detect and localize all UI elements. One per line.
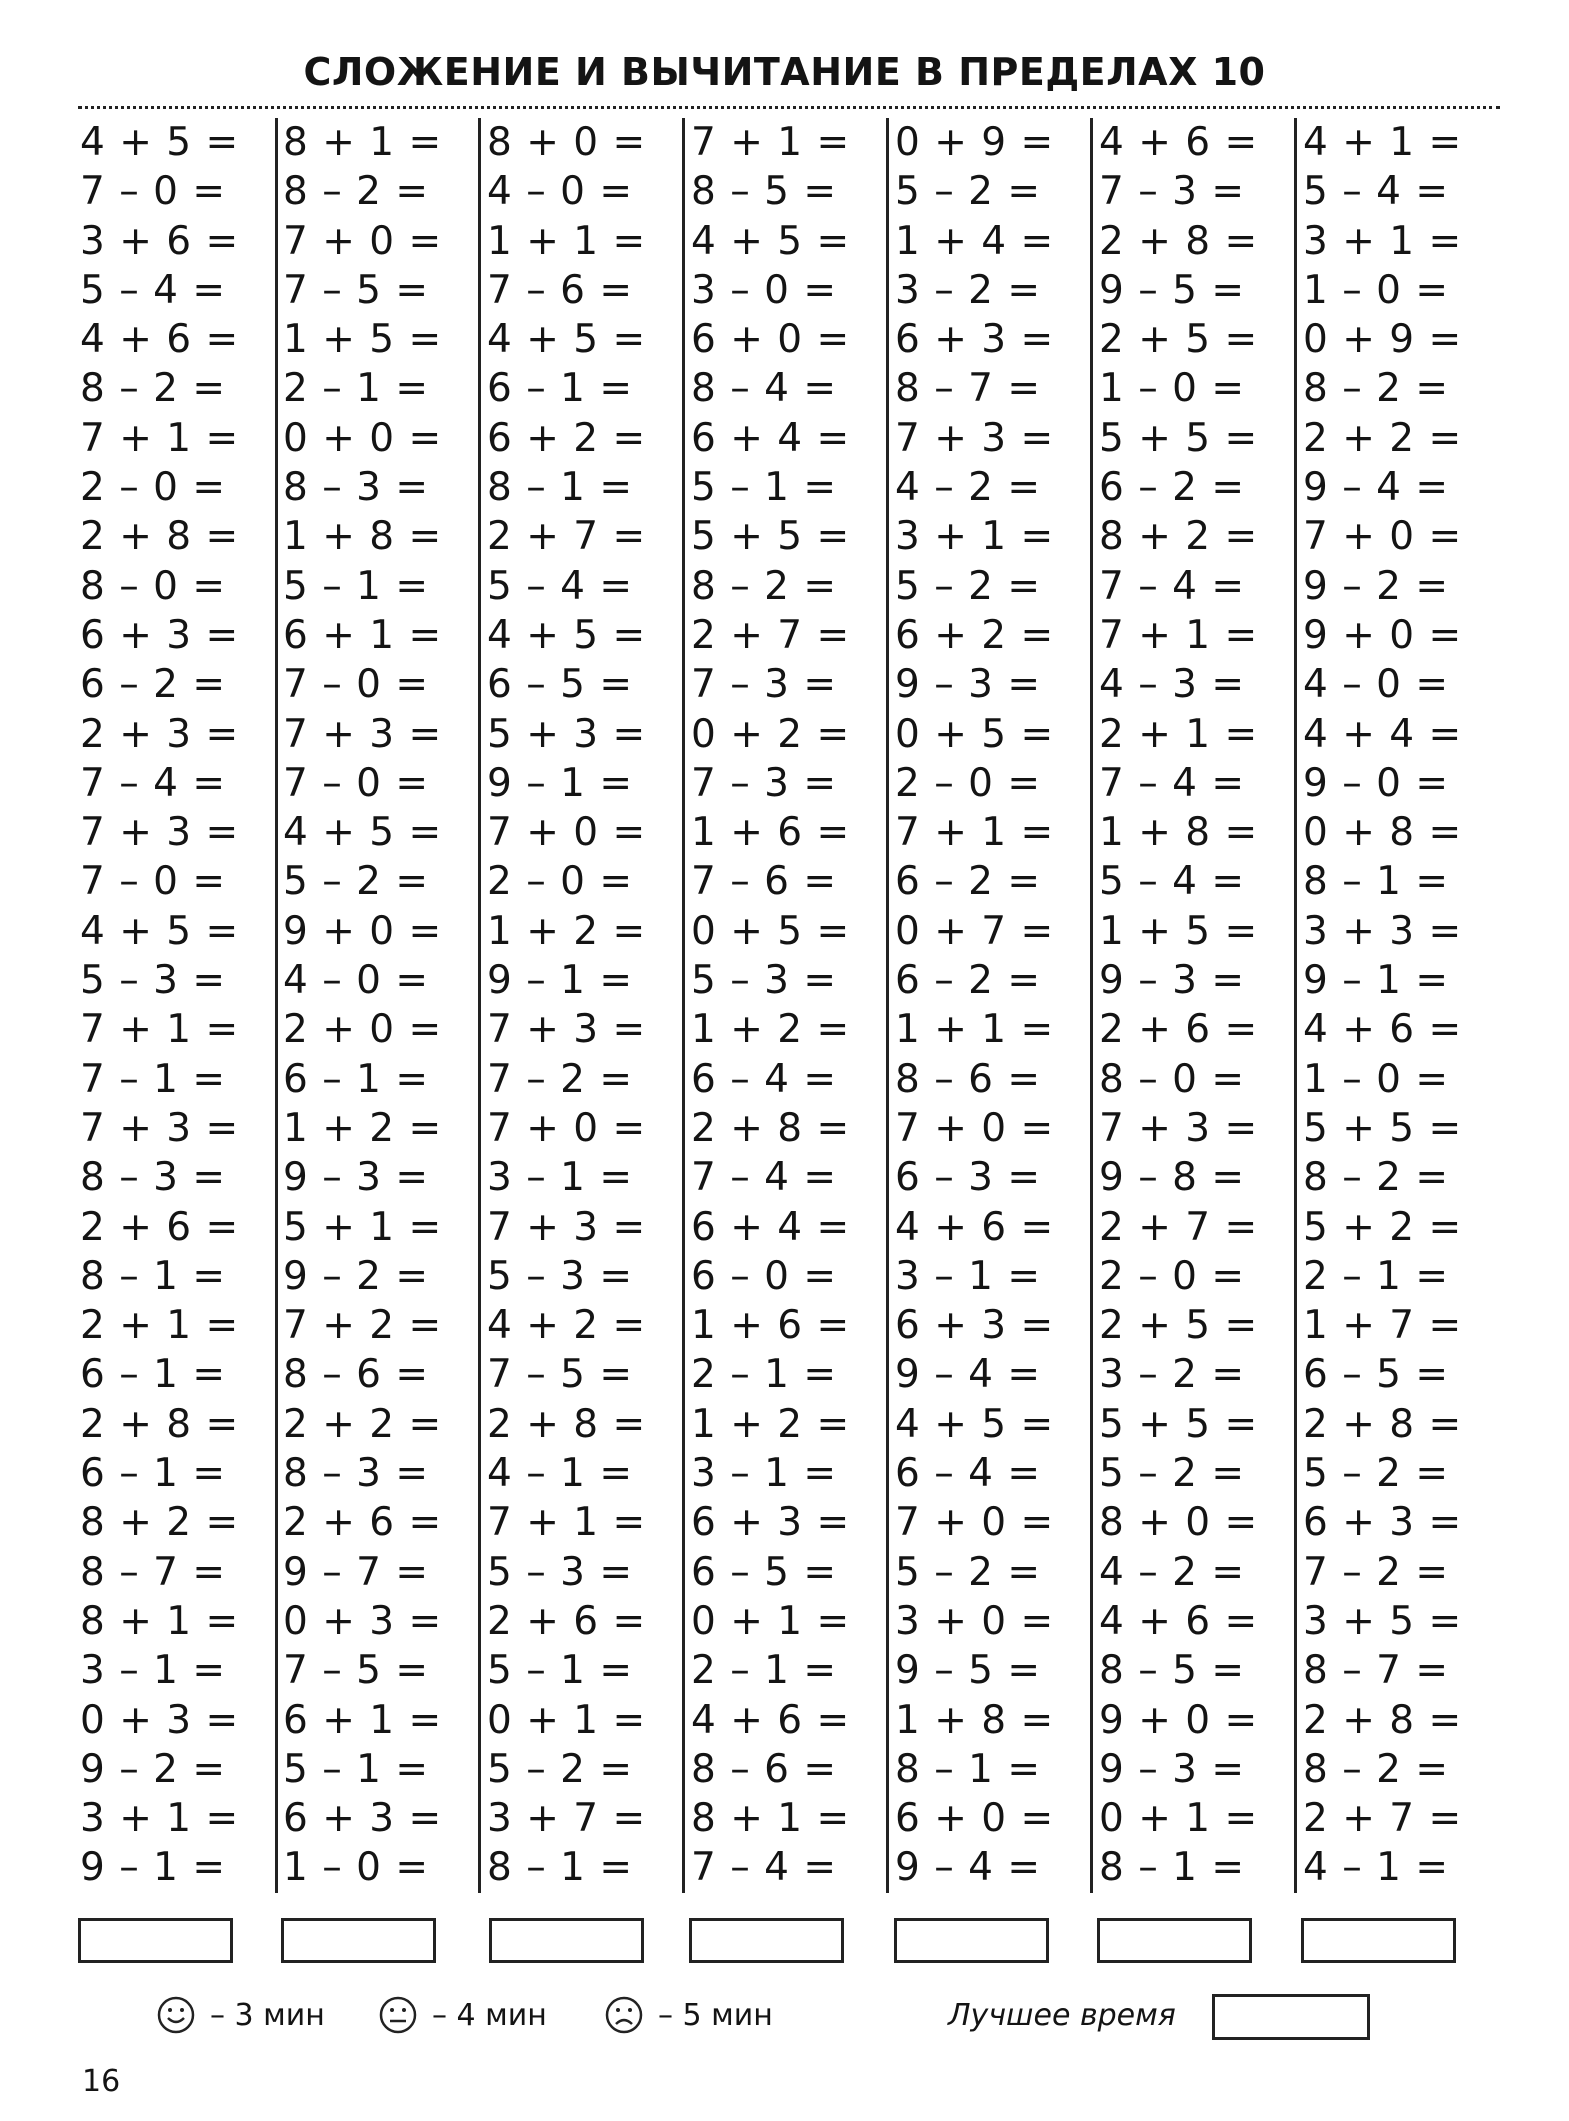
exercise-item: 9 – 3 = (1099, 958, 1245, 1004)
exercise-item: 9 – 3 = (283, 1155, 429, 1201)
exercise-column-7 (1293, 118, 1498, 1893)
exercise-item: 4 – 0 = (1303, 662, 1449, 708)
exercise-item: 4 + 2 = (487, 1303, 647, 1349)
exercise-item: 6 + 1 = (283, 1697, 443, 1743)
exercise-item: 2 – 1 = (691, 1648, 837, 1694)
exercise-item: 6 – 3 = (895, 1155, 1041, 1201)
exercise-item: 6 + 3 = (895, 317, 1055, 363)
exercise-item: 2 + 8 = (691, 1105, 851, 1151)
exercise-item: 1 + 2 = (691, 1401, 851, 1447)
exercise-item: 4 + 1 = (1303, 120, 1463, 165)
exercise-item: 7 – 5 = (283, 1648, 429, 1694)
legend-item-neutral (378, 1990, 547, 2040)
exercise-item: 2 + 7 = (1303, 1796, 1463, 1842)
exercise-item: 3 + 3 = (1303, 908, 1463, 954)
exercise-item: 7 – 0 = (80, 169, 226, 215)
exercise-item: 3 – 0 = (691, 267, 837, 313)
exercise-item: 8 – 4 = (691, 366, 837, 412)
exercise-item: 7 – 3 = (691, 662, 837, 708)
exercise-item: 6 + 2 = (487, 415, 647, 461)
smiley-sad-icon (604, 1995, 644, 2035)
exercise-item: 4 + 6 = (1303, 1007, 1463, 1053)
exercise-item: 6 + 3 = (691, 1500, 851, 1546)
exercise-item: 0 + 7 = (895, 908, 1055, 954)
exercise-item: 4 + 6 = (1099, 120, 1259, 165)
exercise-item: 7 + 3 = (895, 415, 1055, 461)
answer-time-box-6[interactable] (1097, 1918, 1252, 1963)
exercise-item: 2 + 8 = (1099, 218, 1259, 264)
exercise-item: 7 + 1 = (895, 810, 1055, 856)
exercise-item: 8 – 0 = (1099, 1056, 1245, 1102)
exercise-item: 8 + 0 = (487, 120, 647, 165)
legend-text: – 5 мин (658, 1997, 773, 2033)
exercise-item: 9 – 0 = (1303, 760, 1449, 806)
exercise-item: 1 + 6 = (691, 1303, 851, 1349)
exercise-item: 9 + 0 = (283, 908, 443, 954)
exercise-item: 5 – 3 = (691, 958, 837, 1004)
exercise-item: 1 + 8 = (283, 514, 443, 560)
exercise-item: 7 – 1 = (80, 1056, 226, 1102)
exercise-item: 5 – 4 = (1303, 169, 1449, 215)
best-time-box[interactable] (1212, 1994, 1370, 2040)
exercise-item: 1 + 8 = (1099, 810, 1259, 856)
exercise-item: 5 – 1 = (487, 1648, 633, 1694)
exercise-item: 6 + 3 = (895, 1303, 1055, 1349)
exercise-item: 8 + 2 = (1099, 514, 1259, 560)
exercise-item: 6 + 3 = (283, 1796, 443, 1842)
exercise-item: 7 – 2 = (487, 1056, 633, 1102)
answer-time-box-4[interactable] (689, 1918, 844, 1963)
exercise-item: 7 – 2 = (1303, 1549, 1449, 1595)
page-number: 16 (82, 2064, 121, 2099)
exercise-item: 6 – 1 = (283, 1056, 429, 1102)
exercise-item: 3 – 2 = (895, 267, 1041, 313)
dotted-divider (78, 106, 1500, 109)
exercise-item: 7 – 5 = (487, 1352, 633, 1398)
exercise-item: 7 + 3 = (487, 1204, 647, 1250)
exercise-item: 1 + 2 = (691, 1007, 851, 1053)
exercise-item: 6 + 0 = (895, 1796, 1055, 1842)
exercise-item: 6 – 2 = (895, 859, 1041, 905)
exercise-item: 5 – 4 = (1099, 859, 1245, 905)
exercise-item: 8 + 1 = (80, 1598, 240, 1644)
exercise-item: 7 + 1 = (80, 415, 240, 461)
exercise-item: 5 – 2 = (895, 563, 1041, 609)
exercise-item: 8 – 3 = (283, 465, 429, 511)
exercise-item: 3 – 1 = (691, 1451, 837, 1497)
exercise-item: 5 – 3 = (80, 958, 226, 1004)
exercise-item: 4 + 4 = (1303, 711, 1463, 757)
exercise-item: 7 – 6 = (487, 267, 633, 313)
exercise-item: 7 + 0 = (283, 218, 443, 264)
exercise-item: 7 – 5 = (283, 267, 429, 313)
exercise-item: 1 – 0 = (1099, 366, 1245, 412)
exercise-item: 8 – 6 = (283, 1352, 429, 1398)
exercise-item: 4 + 5 = (487, 317, 647, 363)
exercise-item: 2 + 5 = (1099, 317, 1259, 363)
exercise-item: 1 + 8 = (895, 1697, 1055, 1743)
exercise-item: 0 + 9 = (895, 120, 1055, 165)
exercise-item: 4 + 5 = (691, 218, 851, 264)
exercise-item: 8 – 1 = (1099, 1845, 1245, 1891)
exercise-item: 7 – 0 = (80, 859, 226, 905)
exercise-item: 2 + 8 = (80, 1401, 240, 1447)
exercise-item: 6 + 4 = (691, 1204, 851, 1250)
exercise-item: 9 – 8 = (1099, 1155, 1245, 1201)
legend-text: – 3 мин (210, 1997, 325, 2033)
exercise-item: 7 + 0 = (895, 1105, 1055, 1151)
exercise-item: 9 + 0 = (1099, 1697, 1259, 1743)
exercise-item: 4 + 6 = (80, 317, 240, 363)
exercise-item: 2 + 6 = (80, 1204, 240, 1250)
exercise-item: 1 + 5 = (1099, 908, 1259, 954)
exercise-item: 8 – 5 = (1099, 1648, 1245, 1694)
exercise-item: 6 + 3 = (1303, 1500, 1463, 1546)
exercise-item: 8 – 5 = (691, 169, 837, 215)
exercise-item: 7 + 0 = (895, 1500, 1055, 1546)
exercise-item: 4 – 0 = (283, 958, 429, 1004)
exercise-item: 5 – 2 = (895, 1549, 1041, 1595)
exercise-item: 9 – 5 = (1099, 267, 1245, 313)
exercise-item: 6 – 1 = (80, 1352, 226, 1398)
exercise-item: 6 – 2 = (1099, 465, 1245, 511)
exercise-item: 1 + 1 = (487, 218, 647, 264)
exercise-item: 9 – 4 = (895, 1352, 1041, 1398)
exercise-item: 1 + 2 = (283, 1105, 443, 1151)
exercise-item: 2 – 1 = (691, 1352, 837, 1398)
exercise-item: 7 + 3 = (487, 1007, 647, 1053)
exercise-item: 9 + 0 = (1303, 612, 1463, 658)
exercise-item: 1 + 5 = (283, 317, 443, 363)
exercise-item: 8 – 1 = (80, 1253, 226, 1299)
exercise-item: 4 – 2 = (895, 465, 1041, 511)
exercise-item: 8 – 7 = (80, 1549, 226, 1595)
exercise-item: 9 – 4 = (1303, 465, 1449, 511)
exercise-item: 3 – 1 = (80, 1648, 226, 1694)
exercise-item: 6 – 5 = (1303, 1352, 1449, 1398)
exercise-item: 5 + 5 = (1099, 1401, 1259, 1447)
exercise-item: 2 + 8 = (487, 1401, 647, 1447)
exercise-item: 6 + 4 = (691, 415, 851, 461)
exercise-item: 5 – 2 = (1099, 1451, 1245, 1497)
exercise-item: 5 – 3 = (487, 1549, 633, 1595)
exercise-item: 0 + 1 = (691, 1598, 851, 1644)
exercise-item: 5 + 1 = (283, 1204, 443, 1250)
exercise-item: 7 + 1 = (1099, 612, 1259, 658)
exercise-item: 5 – 3 = (487, 1253, 633, 1299)
exercise-item: 2 + 1 = (1099, 711, 1259, 757)
exercise-item: 7 – 4 = (80, 760, 226, 806)
exercise-item: 2 – 0 = (1099, 1253, 1245, 1299)
exercise-item: 4 – 2 = (1099, 1549, 1245, 1595)
exercise-item: 7 + 3 = (80, 1105, 240, 1151)
exercise-item: 9 – 3 = (1099, 1746, 1245, 1792)
answer-time-box-3[interactable] (489, 1918, 644, 1963)
exercise-item: 7 + 0 = (487, 810, 647, 856)
exercise-item: 7 – 0 = (283, 760, 429, 806)
exercise-item: 2 + 8 = (80, 514, 240, 560)
exercise-item: 8 – 2 = (283, 169, 429, 215)
exercise-item: 6 – 4 = (895, 1451, 1041, 1497)
exercise-item: 7 + 0 = (487, 1105, 647, 1151)
exercise-item: 5 – 1 = (283, 563, 429, 609)
exercise-item: 7 – 6 = (691, 859, 837, 905)
exercise-item: 9 – 3 = (895, 662, 1041, 708)
answer-time-box-2[interactable] (281, 1918, 436, 1963)
exercise-item: 2 – 1 = (1303, 1253, 1449, 1299)
answer-time-box-5[interactable] (894, 1918, 1049, 1963)
exercise-item: 9 – 7 = (283, 1549, 429, 1595)
exercise-item: 0 + 8 = (1303, 810, 1463, 856)
exercise-item: 9 – 2 = (283, 1253, 429, 1299)
exercise-item: 6 – 0 = (691, 1253, 837, 1299)
exercise-item: 1 + 4 = (895, 218, 1055, 264)
exercise-item: 2 + 6 = (283, 1500, 443, 1546)
exercise-item: 3 + 1 = (80, 1796, 240, 1842)
exercise-item: 8 – 6 = (691, 1746, 837, 1792)
exercise-item: 3 – 1 = (895, 1253, 1041, 1299)
exercise-item: 3 + 7 = (487, 1796, 647, 1842)
exercise-item: 9 – 5 = (895, 1648, 1041, 1694)
exercise-item: 4 – 1 = (1303, 1845, 1449, 1891)
exercise-item: 2 – 0 = (895, 760, 1041, 806)
exercise-item: 7 – 4 = (691, 1845, 837, 1891)
exercise-column-1 (70, 118, 278, 1893)
exercise-item: 4 – 1 = (487, 1451, 633, 1497)
exercise-item: 4 + 6 = (1099, 1598, 1259, 1644)
exercise-item: 1 + 7 = (1303, 1303, 1463, 1349)
exercise-item: 5 + 5 = (1099, 415, 1259, 461)
exercise-item: 6 + 2 = (895, 612, 1055, 658)
exercise-column-5 (885, 118, 1093, 1893)
exercise-item: 2 + 8 = (1303, 1401, 1463, 1447)
legend-item-sad (604, 1990, 773, 2040)
exercise-item: 3 – 2 = (1099, 1352, 1245, 1398)
exercise-item: 4 + 6 = (691, 1697, 851, 1743)
exercise-column-4 (681, 118, 889, 1893)
exercise-item: 8 – 2 = (1303, 1746, 1449, 1792)
exercise-item: 7 + 2 = (283, 1303, 443, 1349)
exercise-item: 2 + 7 = (691, 612, 851, 658)
exercise-item: 5 – 4 = (487, 563, 633, 609)
exercise-item: 5 + 2 = (1303, 1204, 1463, 1250)
exercise-item: 2 + 0 = (283, 1007, 443, 1053)
exercise-item: 8 – 1 = (895, 1746, 1041, 1792)
exercise-item: 8 + 2 = (80, 1500, 240, 1546)
legend-item-happy (156, 1990, 325, 2040)
exercise-item: 0 + 9 = (1303, 317, 1463, 363)
exercise-item: 8 – 2 = (1303, 1155, 1449, 1201)
exercise-item: 5 – 2 = (487, 1746, 633, 1792)
exercise-item: 8 + 0 = (1099, 1500, 1259, 1546)
exercise-item: 8 – 1 = (1303, 859, 1449, 905)
exercise-item: 0 + 1 = (1099, 1796, 1259, 1842)
exercise-item: 8 – 1 = (487, 465, 633, 511)
exercise-item: 6 – 1 = (487, 366, 633, 412)
exercise-item: 6 – 4 = (691, 1056, 837, 1102)
exercise-item: 3 + 1 = (895, 514, 1055, 560)
exercise-item: 7 + 3 = (80, 810, 240, 856)
exercise-item: 2 + 8 = (1303, 1697, 1463, 1743)
exercise-item: 7 – 0 = (283, 662, 429, 708)
exercise-item: 7 – 4 = (691, 1155, 837, 1201)
exercise-item: 9 – 1 = (487, 760, 633, 806)
exercise-item: 9 – 1 = (487, 958, 633, 1004)
exercise-item: 2 + 6 = (487, 1598, 647, 1644)
exercise-column-3 (477, 118, 685, 1893)
exercise-item: 3 + 0 = (895, 1598, 1055, 1644)
exercise-item: 7 + 1 = (487, 1500, 647, 1546)
exercise-item: 1 + 2 = (487, 908, 647, 954)
exercise-item: 1 + 1 = (895, 1007, 1055, 1053)
exercise-item: 0 + 1 = (487, 1697, 647, 1743)
exercise-item: 3 + 6 = (80, 218, 240, 264)
exercise-item: 0 + 2 = (691, 711, 851, 757)
exercise-item: 6 – 5 = (691, 1549, 837, 1595)
exercise-item: 8 + 1 = (283, 120, 443, 165)
exercise-item: 0 + 5 = (895, 711, 1055, 757)
exercise-item: 8 – 0 = (80, 563, 226, 609)
exercise-item: 9 – 2 = (80, 1746, 226, 1792)
exercise-item: 8 – 2 = (80, 366, 226, 412)
exercise-item: 9 – 1 = (1303, 958, 1449, 1004)
exercise-item: 6 + 3 = (80, 612, 240, 658)
exercise-item: 9 – 2 = (1303, 563, 1449, 609)
exercise-item: 4 + 5 = (895, 1401, 1055, 1447)
exercise-item: 3 – 1 = (487, 1155, 633, 1201)
exercise-item: 8 – 7 = (1303, 1648, 1449, 1694)
exercise-item: 2 – 0 = (80, 465, 226, 511)
exercise-item: 5 + 5 = (691, 514, 851, 560)
exercise-item: 7 – 3 = (691, 760, 837, 806)
exercise-item: 9 – 1 = (80, 1845, 226, 1891)
exercise-item: 1 – 0 = (1303, 1056, 1449, 1102)
exercise-item: 6 – 2 = (895, 958, 1041, 1004)
exercise-item: 7 + 3 = (1099, 1105, 1259, 1151)
best-time-label: Лучшее время (948, 1998, 1176, 2033)
exercise-item: 9 – 4 = (895, 1845, 1041, 1891)
exercise-column-2 (273, 118, 481, 1893)
exercise-item: 7 + 1 = (80, 1007, 240, 1053)
exercise-item: 8 – 6 = (895, 1056, 1041, 1102)
exercise-item: 6 – 1 = (80, 1451, 226, 1497)
smiley-happy-icon (156, 1995, 196, 2035)
exercise-item: 4 + 5 = (487, 612, 647, 658)
exercise-column-6 (1089, 118, 1297, 1893)
exercise-item: 8 + 1 = (691, 1796, 851, 1842)
exercise-item: 8 – 7 = (895, 366, 1041, 412)
exercise-item: 7 – 4 = (1099, 563, 1245, 609)
exercise-item: 0 + 3 = (80, 1697, 240, 1743)
exercise-item: 7 – 3 = (1099, 169, 1245, 215)
exercise-item: 4 – 0 = (487, 169, 633, 215)
exercise-item: 7 – 4 = (1099, 760, 1245, 806)
exercise-item: 3 + 5 = (1303, 1598, 1463, 1644)
exercise-item: 2 + 5 = (1099, 1303, 1259, 1349)
exercise-item: 5 – 1 = (283, 1746, 429, 1792)
exercise-item: 2 + 2 = (283, 1401, 443, 1447)
page-title: СЛОЖЕНИЕ И ВЫЧИТАНИЕ В ПРЕДЕЛАХ 10 (303, 50, 1266, 94)
exercise-item: 1 – 0 = (283, 1845, 429, 1891)
answer-time-box-7[interactable] (1301, 1918, 1456, 1963)
exercise-item: 3 + 1 = (1303, 218, 1463, 264)
exercise-item: 5 – 4 = (80, 267, 226, 313)
exercise-item: 2 + 3 = (80, 711, 240, 757)
exercise-item: 5 + 5 = (1303, 1105, 1463, 1151)
exercise-item: 5 – 1 = (691, 465, 837, 511)
exercise-item: 4 + 6 = (895, 1204, 1055, 1250)
exercise-item: 2 – 1 = (283, 366, 429, 412)
exercise-item: 0 + 5 = (691, 908, 851, 954)
exercise-item: 1 + 6 = (691, 810, 851, 856)
exercise-item: 5 – 2 = (283, 859, 429, 905)
smiley-neutral-icon (378, 1995, 418, 2035)
exercise-item: 8 – 2 = (1303, 366, 1449, 412)
exercise-item: 5 – 2 = (895, 169, 1041, 215)
exercise-item: 7 + 0 = (1303, 514, 1463, 560)
exercise-item: 1 – 0 = (1303, 267, 1449, 313)
answer-time-box-1[interactable] (78, 1918, 233, 1963)
legend-text: – 4 мин (432, 1997, 547, 2033)
exercise-item: 0 + 0 = (283, 415, 443, 461)
exercise-item: 7 + 3 = (283, 711, 443, 757)
exercise-item: 4 + 5 = (283, 810, 443, 856)
exercise-item: 7 + 1 = (691, 120, 851, 165)
exercise-item: 4 – 3 = (1099, 662, 1245, 708)
exercise-item: 8 – 3 = (80, 1155, 226, 1201)
exercise-item: 8 – 1 = (487, 1845, 633, 1891)
exercise-item: 2 – 0 = (487, 859, 633, 905)
exercise-item: 8 – 3 = (283, 1451, 429, 1497)
exercise-item: 6 + 1 = (283, 612, 443, 658)
exercise-item: 2 + 1 = (80, 1303, 240, 1349)
exercise-item: 0 + 3 = (283, 1598, 443, 1644)
exercise-item: 2 + 2 = (1303, 415, 1463, 461)
exercise-item: 4 + 5 = (80, 120, 240, 165)
exercise-item: 2 + 7 = (1099, 1204, 1259, 1250)
exercise-item: 5 – 2 = (1303, 1451, 1449, 1497)
exercise-item: 6 + 0 = (691, 317, 851, 363)
exercise-item: 2 + 6 = (1099, 1007, 1259, 1053)
exercise-item: 8 – 2 = (691, 563, 837, 609)
exercise-item: 6 – 2 = (80, 662, 226, 708)
exercise-item: 5 + 3 = (487, 711, 647, 757)
exercise-item: 6 – 5 = (487, 662, 633, 708)
exercise-item: 2 + 7 = (487, 514, 647, 560)
exercise-item: 4 + 5 = (80, 908, 240, 954)
